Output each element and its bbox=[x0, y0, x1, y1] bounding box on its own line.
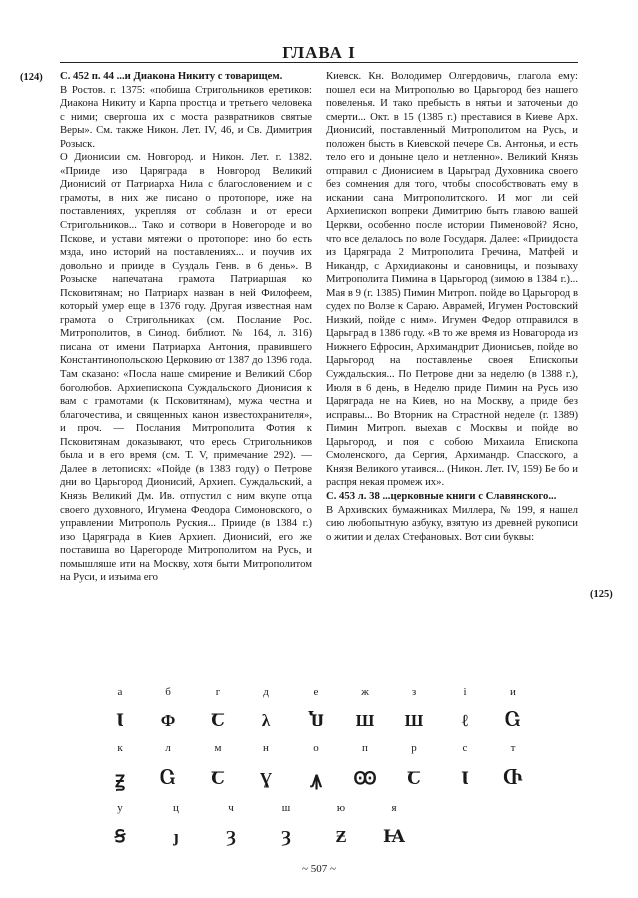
alphabet-row2_glyphs-4: Ⴎ bbox=[307, 711, 325, 730]
alphabet-row2_glyphs-5: Ш bbox=[355, 711, 375, 730]
margin-ref-125: (125) bbox=[590, 589, 613, 600]
alphabet-row4_glyphs-1: Ⴚ bbox=[160, 769, 176, 788]
alphabet-row1_letters-1: б bbox=[165, 686, 171, 698]
alphabet-row2_glyphs-2: Ꞇ bbox=[211, 711, 225, 730]
alphabet-row1_letters-6: з bbox=[411, 686, 417, 698]
alphabet-row1_letters-7: і bbox=[463, 686, 467, 698]
alphabet-row2_glyphs-8: Ⴚ bbox=[505, 711, 521, 730]
entry-heading-453: С. 453 л. 38 ...церковные книги с Славянского... bbox=[326, 489, 557, 502]
left-paragraph-2: О Дионисии см. Новгород. и Никон. Лет. г. 1382. «Прииде изо Царяграда в Новгород Великий Дионисий от Патриарха Нила с благословением и с грамоты, в них же писано о протопоре, иже на поставлениях, укрепляя от соблазн и от ереси Стригольников... Тако и сотвори в Новегороде и во Пскове, и устави мятежи о протопоре: ино бо есть мзда, ино историй на поставлениях... и поучив их довольно и прииде в Суздаль Генв. в 6 день». В Розыске напечатана грамота Патриаршая ко Псковитянам; но Патриарх назван в ней Филофеем, который умер еще в 1376 году. Другая известная нам грамота о Стригольниках (см. Послание Рос. Митрополитов, в Синод. библиот. № 164, л. 316) писана от имени Патриарха Антония, правившего Константинопольскою Церковию от 1387 до 1396 года. Там сказано: «Посла наше смирение и Великий Сбор боголюбов. Архиепископа Суждальского Дионисия к вам с грамотами (к Псковитянам), мужа честна и благочестива, и священных канон известохранителя», и проч. — Послания Митрополита Фотия к Псковитянам доказывают, что ересь Стригольников была и в его время (см. Т. V, примечание 292). — Далее в летописях: «Пойде (в 1383 году) о Петрове дни во Царьгород Дионисий, Архиеп. Суждальский, а Князь Великий Дм. Ив. отпустил с ним вкупе отца своего духовного, Игумена Феодора Симоновского, о управлении Митрополь Руския... Прииде (в 1384 г.) изо Царяграда в Киев Архиеп. Дионисий, его же поставиша во Царегороде Митрополитом на Русь, и помышляше ити на Москву, хотя быти Митрополитом на Руси, и изъима его bbox=[60, 151, 312, 584]
alphabet-row6_glyphs-4: Ƶ bbox=[335, 827, 347, 846]
alphabet-row6_glyphs-1: ȷ bbox=[173, 827, 179, 846]
alphabet-row4_glyphs-3: Ɣ bbox=[259, 769, 273, 788]
alphabet-row4_glyphs-8: Ⴇ bbox=[502, 769, 524, 788]
alphabet-row4_glyphs-6: Ꞇ bbox=[407, 769, 421, 788]
alphabet-row5_letters-3: ш bbox=[281, 802, 291, 814]
alphabet-row3_letters-8: т bbox=[510, 742, 516, 754]
alphabet-row3_letters-4: о bbox=[313, 742, 319, 754]
header-rule bbox=[60, 62, 578, 63]
alphabet-row1_letters-8: и bbox=[510, 686, 516, 698]
alphabet-row5_letters-5: я bbox=[391, 802, 397, 814]
alphabet-row1_letters-3: д bbox=[263, 686, 269, 698]
left-column bbox=[60, 70, 312, 585]
alphabet-row4_glyphs-5: Ꙭ bbox=[353, 769, 377, 788]
left-paragraph-1: В Ростов. г. 1375: «побиша Стригольников еретиков: Диакона Никиту и Карпа простца и третьего человека с ними; свергоша их с моста развратников святые Веры». См. также Никон. Лет. IV, 46, и Св. Димитрия Розыск. bbox=[60, 83, 312, 150]
alphabet-row4_glyphs-0: Ꙃ bbox=[115, 772, 125, 791]
alphabet-row5_letters-2: ч bbox=[228, 802, 234, 814]
alphabet-row5_letters-1: ц bbox=[173, 802, 179, 814]
alphabet-row2_glyphs-7: ℓ bbox=[461, 711, 469, 730]
alphabet-row5_letters-0: у bbox=[117, 802, 123, 814]
alphabet-row3_letters-2: м bbox=[214, 742, 222, 754]
alphabet-row2_glyphs-0: Ꙇ bbox=[116, 711, 124, 730]
alphabet-row3_letters-5: п bbox=[362, 742, 368, 754]
right-paragraph-2: В Архивских бумажниках Миллера, № 199, я нашел сию любопытную азбуку, взятую из древней рукописи о житии и делах Стефановых. Вот сии буквы: bbox=[326, 503, 578, 543]
alphabet-row1_letters-5: ж bbox=[361, 686, 369, 698]
alphabet-row3_letters-1: л bbox=[165, 742, 171, 754]
page-number: ~ 507 ~ bbox=[302, 863, 336, 875]
alphabet-row1_letters-0: а bbox=[117, 686, 123, 698]
alphabet-row3_letters-6: р bbox=[411, 742, 417, 754]
alphabet-row1_letters-2: г bbox=[215, 686, 221, 698]
alphabet-row2_glyphs-3: λ bbox=[261, 711, 271, 730]
alphabet-row4_glyphs-2: Ꞇ bbox=[211, 769, 225, 788]
right-column bbox=[326, 70, 578, 544]
entry-heading-452: С. 452 п. 44 ...и Диакона Никиту с товарищем. bbox=[60, 70, 283, 82]
alphabet-row5_letters-4: ю bbox=[336, 802, 346, 814]
alphabet-row3_letters-0: к bbox=[117, 742, 123, 754]
right-paragraph-1: Киевск. Кн. Володимер Олгердовичь, глагола ему: пошел еси на Митрополью во Царьгород без нашего повеленья. И тако пребысть в нятьи и заточеньи до смерти... Окт. в 15 (1385 г.) преставися в Киеве Арх. Дионисий, поставленный Митрополитом на Русь, и положен бысть в Киевской печере Св. Антонья, и есть тело его и доныне цело и нетленно». Великий Князь отправил с Дионисием в Царьград Духовника своего без сомнения для того, чтобы способствовать ему в искании сана Митрополитского. И мог ли сей Архиепископ вопреки Димитрию быть главою вашей Церкви, особенно после истории Пименовой? Ясно, что все делалось по воле Государя. Далее: «Приидоста из Царяграда 2 Митрополита Гречина, Матфей и Никандр, с Архидиаконы и сановницы, и позываху Митрополита Пимина в Царьгород (зимою в 1384 г.)... Мая в 9 (г. 1385) Пимин Митроп. пойде во Царьгород в судех по Волзе к Сараю. Аврамей, Игумен Ростовский Низкий, пойде с ним». Игумен Федор отправился в Царьград в 1386 году. «В то же время из Новагорода из Нижнего Ефросин, Архимандрит Дионисьев, пойде во Царьгород на поставленье своея Епископьи Суждальския... По Петрове дни за неделю (в 1388 г.), Июля в 6 день, в Неделю приде Пимин на Русь изо Царяграда не на Киев, но на Москву, а приде без исправы... Во Вторник на Страстной неделе (г. 1389) Пимин Митроп. выехав с Москвы и пойде во Царьгород, и поя с собою Михаила Епископа Смоленского, да Сергия, Архимандр. Спасского, а Князя Великого утаився... (Никон. Лет. IV, 159) Бе бо и распря некая промеж их». bbox=[326, 70, 578, 489]
alphabet-row6_glyphs-3: Ȝ bbox=[281, 827, 291, 846]
alphabet-row2_glyphs-6: Ш bbox=[404, 711, 424, 730]
alphabet-row6_glyphs-2: Ȝ bbox=[226, 827, 236, 846]
page-title: ГЛАВА I bbox=[282, 43, 356, 62]
alphabet-row1_letters-4: е bbox=[313, 686, 319, 698]
alphabet-row6_glyphs-5: Ꙗ bbox=[383, 827, 405, 846]
margin-ref-124: (124) bbox=[20, 72, 43, 83]
alphabet-row4_glyphs-7: Ꙇ bbox=[461, 769, 469, 788]
alphabet-row3_letters-3: н bbox=[263, 742, 269, 754]
alphabet-row4_glyphs-4: Ꙟ bbox=[310, 772, 322, 791]
alphabet-row6_glyphs-0: Ꞩ bbox=[114, 827, 126, 846]
alphabet-row2_glyphs-1: Ф bbox=[160, 711, 176, 730]
alphabet-row3_letters-7: с bbox=[462, 742, 468, 754]
